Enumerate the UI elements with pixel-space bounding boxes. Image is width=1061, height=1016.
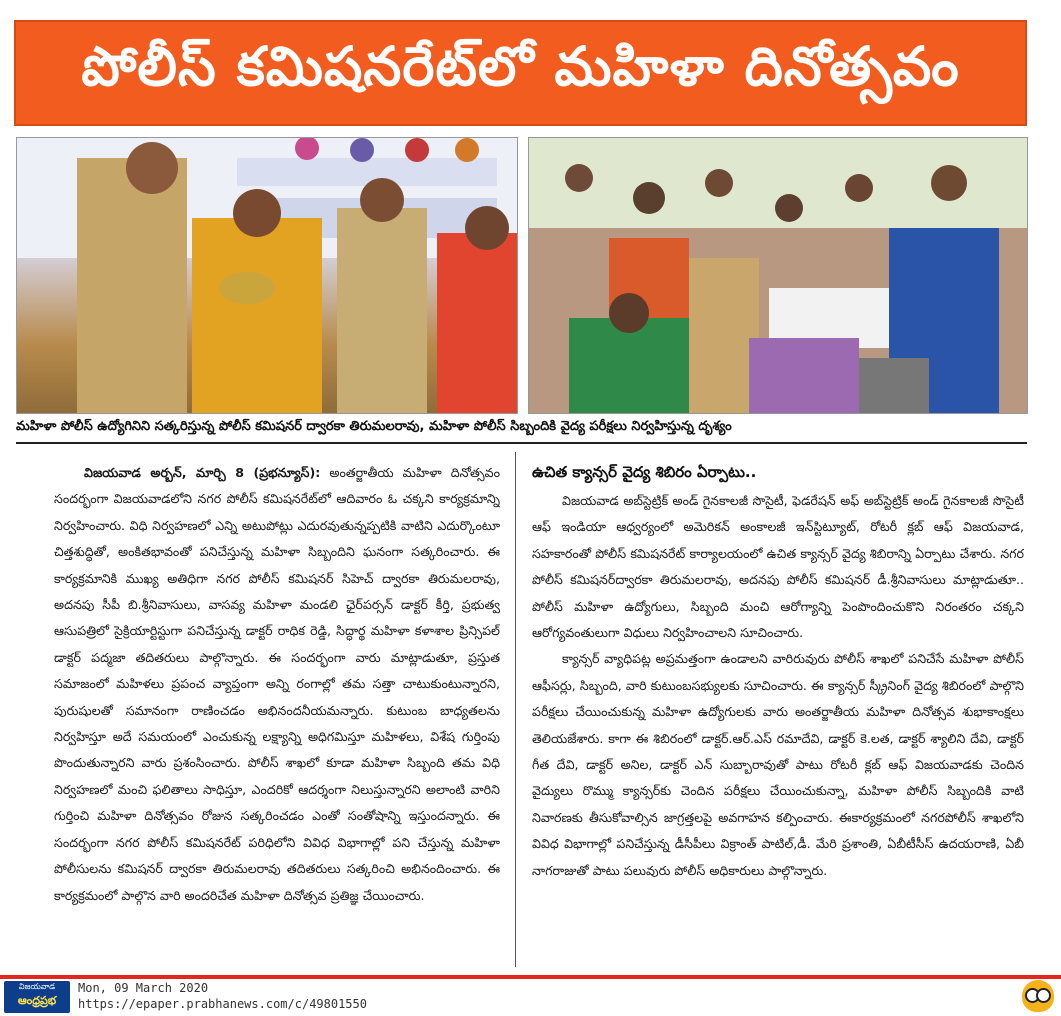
right-article-column	[532, 488, 1024, 968]
article-paragraph: క్యాన్సర్ వ్యాధిపట్ల అప్రమత్తంగా ఉండాలని వారిరువురు పోలీస్ శాఖలో పనిచేసే మహిళా పోలీస్ ఆఫీసర్లు, సిబ్బంది, వారి కుటుంబసభ్యులకు సూచించారు. ఈ క్యాన్సర్ స్క్రీనింగ్ వైద్య శిబిరంలో పాల్గొని పరీక్షలు చేయించుకున్న మహిళా ఉద్యోగులకు వారు అంతర్జాతీయ మహిళా దినోత్సవ శుభాకాంక్షలు తెలియజేశారు. కాగా ఈ శిబిరంలో డాక్టర్.ఆర్.ఎస్ రమాదేవి, డాక్టర్ కె.లత, డాక్టర్ శ్యాలిని దేవి, డాక్టర్ గీత దేవి, డాక్టర్ అనిల, డాక్టర్ ఎన్ సుబ్బారావుతో పాటు రోటరీ క్లబ్ ఆఫ్ విజయవాడకు చెందిన వైద్యులు రొమ్ము క్యాన్సర్‌కు చెందిన పరీక్షలు చేయించుకున్నా, మహిళా పోలీస్ సిబ్బందికి వాటి నివారణకు తీసుకోవాల్సిన జాగ్రత్తలపై అవగాహన కల్పించారు. ఈకార్యక్రమంలో నగరపోలీస్ శాఖలోని వివిధ విభాగాల్లో పనిచేస్తున్న డీసీపీలు విక్రాంత్ పాటిల్,డీ. మేరి ప్రశాంతి, ఏబీటీసీస్ ఉదయరాణి, ఏబీ నాగరాజుతో పాటు పలువురు పోలీస్ అధికారులు పాల్గొన్నారు.	[532, 651, 1024, 878]
subheading: ఉచిత క్యాన్సర్ వైద్య శిబిరం ఏర్పాటు..	[532, 463, 757, 481]
medical-camp-photo	[528, 137, 1028, 414]
column-divider	[515, 452, 516, 967]
article-paragraph: విజయవాడ అబ్‌స్టెట్రిక్ అండ్ గైనకాలజీ సొసైటీ, ఫెడరేషన్ అఫ్ అబ్‌స్టెట్రిక్ అండ్ గైనకాలజీ సొసైటీ ఆఫ్ ఇండియా ఆధ్వర్యంలో అమెరికన్ అంకాలజీ ఇన్‌స్టిట్యూట్, రోటరీ క్లబ్ ఆఫ్ విజయవాడ, సహకారంతో పోలీస్ కమిషనరేట్ కార్యాలయంలో ఉచిత క్యాన్సర్ వైద్య శిబిరాన్ని ఏర్పాటు చేశారు. నగర పోలీస్ కమిషనర్‌ద్వారకా తిరుమలరావు, అదనపు పోలీస్ కమిషనర్ డీ.శ్రీనివాసులు మాట్లాడుతూ.. పోలీస్ మహిళా ఉద్యోగులు, సిబ్బంది మంచి ఆరోగ్యాన్ని పెంపొందించుకొని నిరంతరం చక్కని ఆరోగ్యవంతులుగా విధులు నిర్వహించాలని సూచించారు.	[532, 493, 1024, 641]
headline-banner	[14, 20, 1027, 126]
medical-camp-illustration	[529, 138, 1027, 413]
footer-red-bar	[0, 975, 1061, 979]
award-ceremony-photo	[16, 137, 518, 414]
newspaper-logo	[4, 981, 70, 1013]
logo-name: ఆంధ్రప్రభ	[17, 994, 57, 1007]
photo-caption: మహిళా పోలీస్ ఉద్యోగినిని సత్కరిస్తున్న పోలీస్ కమిషనర్ ద్వారకా తిరుమలరావు, మహిళా పోలీస్ సిబ్బందికి వైద్య పరీక్షలు నిర్వహిస్తున్న దృశ్యం	[16, 419, 732, 434]
award-ceremony-illustration	[17, 138, 517, 413]
left-article-column	[54, 460, 500, 965]
headline-text: పోలీస్ కమిషనరేట్‌లో మహిళా దినోత్సవం	[81, 34, 960, 98]
owl-icon	[1022, 980, 1054, 1012]
article-body: అంతర్జాతీయ మహిళా దినోత్సవం సందర్భంగా విజయవాడలోని నగర పోలీస్ కమిషనరేట్‌లో ఆదివారం ఓ చక్కని కార్యక్రమాన్ని నిర్వహించారు. విధి నిర్వహణలో ఎన్ని అటుపోట్లు ఎదురవుతున్నప్పటికి వాటిని ఎదుర్కొంటూ చిత్తశుద్ధితో, అంకితభావంతో పనిచేస్తున్న మహిళా సిబ్బందిని ఘనంగా సత్కరించారు. ఈ కార్యక్రమానికి ముఖ్య అతిధిగా నగర పోలీస్ కమిషనర్ సిహెచ్ ద్వారకా తిరుమలరావు, అదనపు సీపీ బి.శ్రీనివాసులు, వాసవ్య మహిళా మండలి ఛైర్‌పర్సన్ డాక్టర్ కీర్తి, ప్రభుత్వ ఆసుపత్రిలో సైక్రియార్టిస్టుగా పనిచేస్తున్న డాక్టర్ రాధిక రెడ్డి, సిద్ధార్థ మహిళా కళాశాల ప్రిన్సిపల్ డాక్టర్ పద్మజా తదితరులు పాల్గొన్నారు. ఈ సందర్భంగా వారు మాట్లాడుతూ, ప్రస్తుత సమాజంలో మహిళలు ప్రపంచ వ్యాప్తంగా అన్ని రంగాల్లో తమ సత్తా చాటుకుంటున్నారని, పురుషులతో సమానంగా రాణించడం అభినందనీయమన్నారు. కుటుంబ బాధ్యతలను నిర్వహిస్తూ అదే సమయంలో ఎంచుకున్న లక్ష్యాన్ని అధిగమిస్తూ మహిళలు, విశేష గుర్తింపు పొందుతున్నారని వారు ప్రశంసించారు. పోలీస్ శాఖలో కూడా మహిళా సిబ్బంది తమ విధి నిర్వహణలో మంచి ఫలితాలు సాధిస్తూ, ఎందరికో ఆదర్శంగా నిలుస్తున్నారని అలాంటి వారిని గుర్తించి మహిళా దినోత్సవం రోజున సత్కరించడం ఎంతో సంతోషాన్ని ఇస్తుందన్నారు. ఈ సందర్భంగా నగర పోలీస్ కమిషనరేట్ పరిధిలోని వివిధ విభాగాల్లో పని చేస్తున్న మహిళా పోలీసులను కమిషనర్ ద్వారకా తిరుమలరావు తదితరులు సత్కరించి అభినందించారు. ఈ కార్యక్రమంలో పాల్గొన వారి అందరిచేత మహిళా దినోత్సవ ప్రతిజ్ఞ చేయించారు.	[54, 465, 500, 903]
article-paragraph	[54, 460, 500, 909]
logo-city: విజయవాడ	[18, 982, 56, 991]
epaper-url[interactable]: https://epaper.prabhanews.com/c/49801550	[78, 997, 367, 1011]
horizontal-divider	[16, 442, 1027, 444]
dateline: విజయవాడ అర్బన్, మార్చి 8 (ప్రభన్యూస్):	[84, 465, 321, 480]
edition-date: Mon, 09 March 2020	[78, 981, 209, 995]
footer	[0, 975, 1061, 1016]
